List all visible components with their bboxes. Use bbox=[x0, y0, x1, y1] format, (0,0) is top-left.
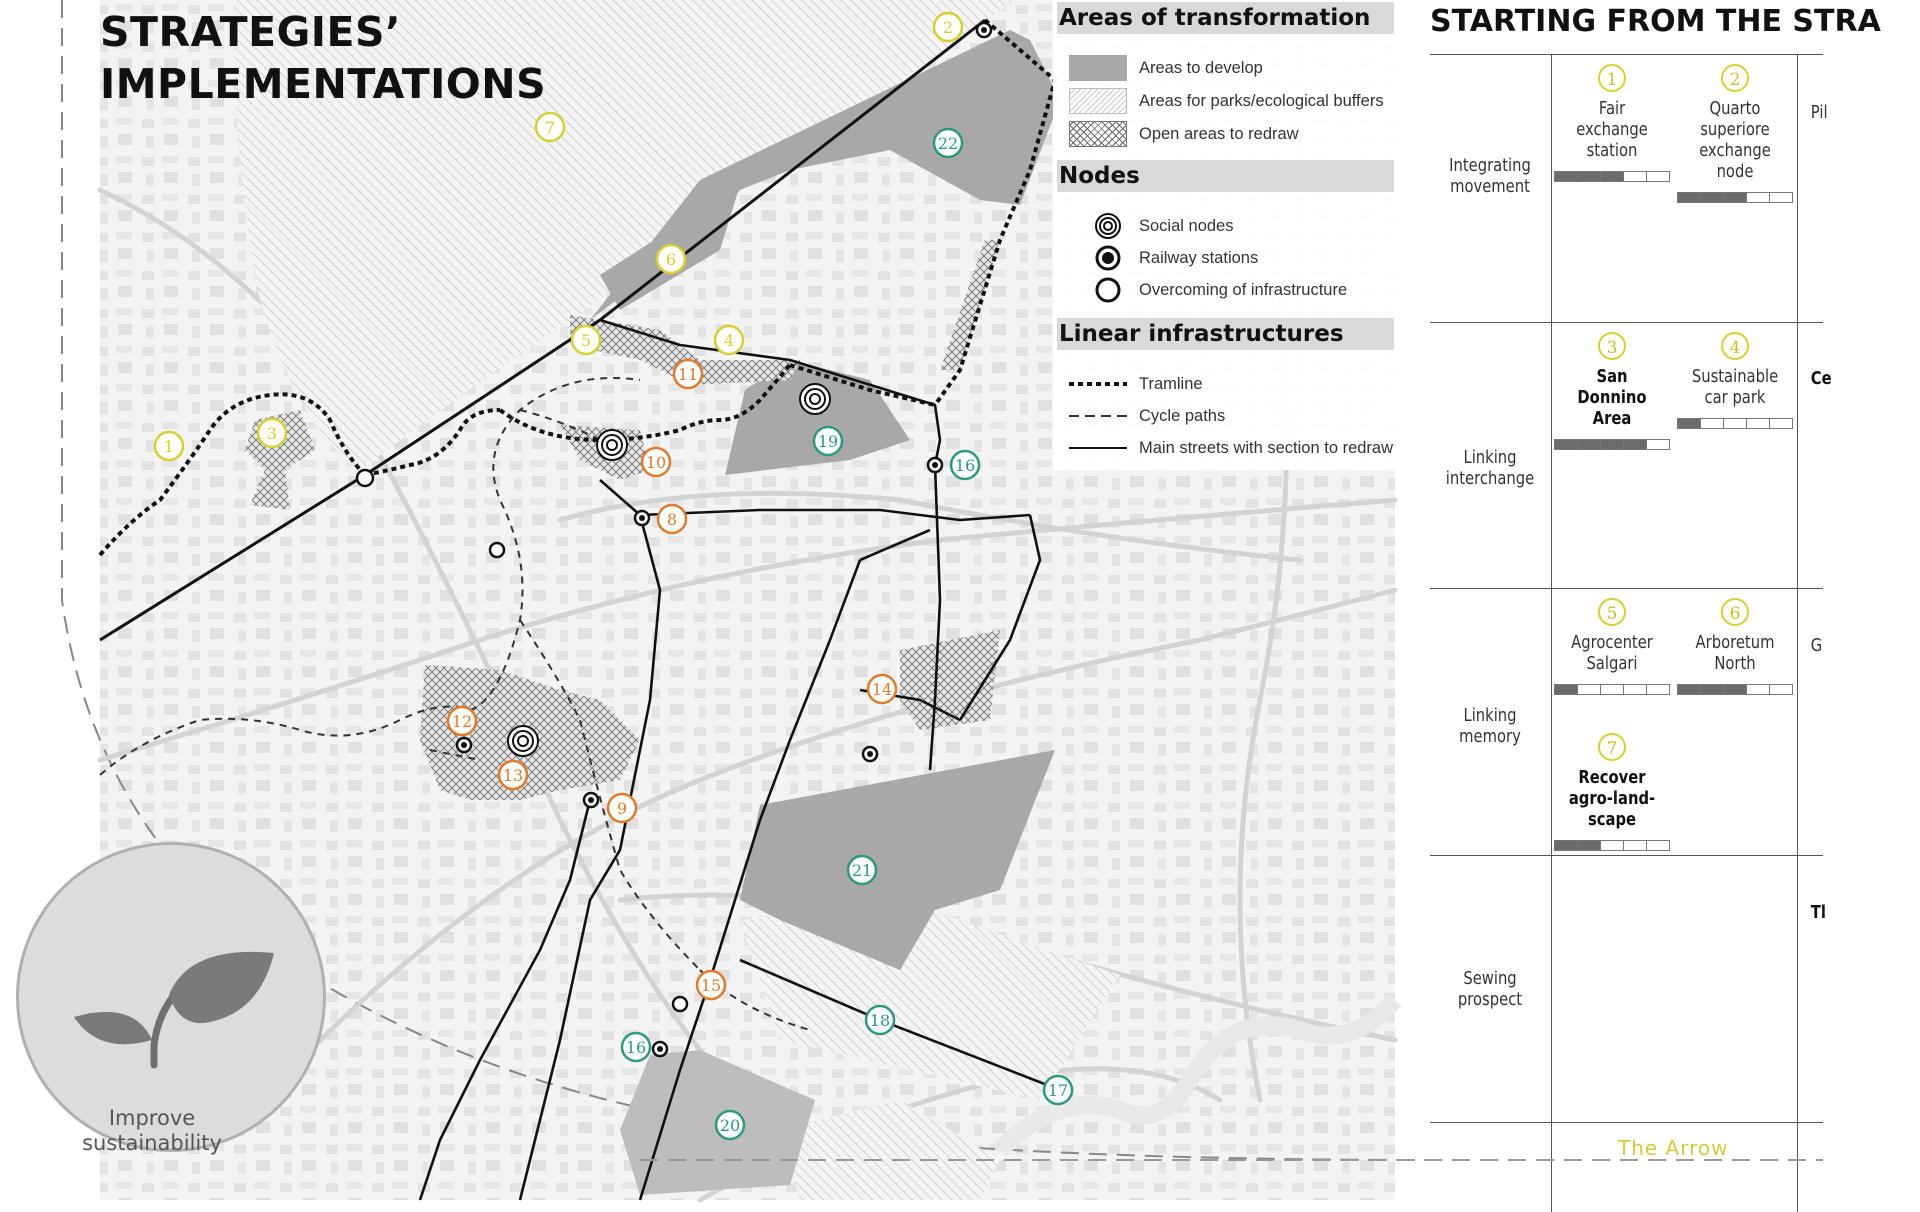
map-marker-4 bbox=[715, 326, 743, 354]
map-marker-8 bbox=[658, 505, 686, 533]
map-marker-2 bbox=[934, 13, 962, 41]
marker-number: 4 bbox=[723, 331, 735, 350]
strategy-rating-meter bbox=[1554, 840, 1670, 851]
legend-item-railway bbox=[1069, 242, 1258, 274]
meter-segment bbox=[1701, 193, 1724, 202]
panel-title: STARTING FROM THE STRA bbox=[1430, 4, 1881, 39]
legend-label: Overcoming of infrastructure bbox=[1139, 280, 1348, 299]
marker-number: 16 bbox=[954, 456, 976, 475]
strategy-number-badge: 5 bbox=[1598, 598, 1626, 626]
strategy-name: Agrocenter Salgari bbox=[1571, 632, 1653, 674]
strategy-name: Fair exchange station bbox=[1576, 98, 1648, 161]
meter-segment bbox=[1747, 685, 1770, 694]
strategy-table-panel bbox=[1430, 0, 1881, 1212]
marker-number: 22 bbox=[937, 134, 959, 153]
map-marker-16 bbox=[951, 451, 979, 479]
meter-segment bbox=[1770, 685, 1792, 694]
strategy-rating-meter bbox=[1677, 418, 1793, 429]
marker-number: 9 bbox=[616, 799, 628, 818]
swatch-open bbox=[1069, 121, 1127, 147]
meter-segment bbox=[1624, 172, 1647, 181]
meter-segment bbox=[1624, 685, 1647, 694]
sprout-icon bbox=[19, 845, 323, 1149]
meter-segment bbox=[1724, 419, 1747, 428]
legend-label: Areas for parks/ecological buffers bbox=[1139, 91, 1384, 110]
meter-segment bbox=[1770, 193, 1792, 202]
meter-segment bbox=[1701, 685, 1724, 694]
map-marker-1 bbox=[155, 432, 183, 460]
meter-segment bbox=[1555, 685, 1578, 694]
title-line-1: STRATEGIES’ bbox=[100, 8, 402, 56]
marker-number: 7 bbox=[544, 118, 556, 137]
legend-label: Areas to develop bbox=[1139, 58, 1263, 77]
legend-label: Cycle paths bbox=[1139, 406, 1226, 425]
edge-fragment-cell bbox=[1800, 635, 1920, 656]
edge-fragment-cell bbox=[1800, 368, 1920, 389]
table-divider bbox=[1430, 322, 1823, 323]
map-marker-20 bbox=[716, 1111, 744, 1139]
table-divider bbox=[1430, 1122, 1823, 1123]
strategy-cell-4 bbox=[1675, 332, 1795, 429]
strategy-cell-7 bbox=[1552, 733, 1672, 851]
meter-segment bbox=[1724, 685, 1747, 694]
legend-heading-linear: Linear infrastructures bbox=[1057, 318, 1394, 350]
improve-sustainability-label bbox=[0, 1106, 304, 1156]
marker-number: 13 bbox=[502, 766, 524, 785]
meter-segment bbox=[1601, 685, 1624, 694]
marker-number: 8 bbox=[666, 510, 678, 529]
marker-number: 2 bbox=[942, 18, 954, 37]
marker-number: 6 bbox=[665, 250, 677, 269]
strategy-number-badge: 1 bbox=[1598, 64, 1626, 92]
meter-segment bbox=[1578, 685, 1601, 694]
marker-number: 10 bbox=[645, 453, 667, 472]
meter-segment bbox=[1747, 419, 1770, 428]
marker-number: 15 bbox=[700, 976, 722, 995]
improve-line-1: Improve bbox=[108, 1106, 196, 1130]
overcoming-node-icon bbox=[1069, 277, 1127, 303]
map-marker-6 bbox=[657, 245, 685, 273]
table-divider bbox=[1430, 588, 1823, 589]
strategy-number-badge: 7 bbox=[1598, 733, 1626, 761]
marker-number: 14 bbox=[871, 680, 893, 699]
strategy-name: San Donnino Area bbox=[1577, 366, 1647, 429]
strategy-number-badge: 3 bbox=[1598, 332, 1626, 360]
strategy-name: Recover agro-land-scape bbox=[1568, 767, 1656, 830]
marker-number: 5 bbox=[580, 331, 592, 350]
map-marker-15 bbox=[697, 971, 725, 999]
strategy-name: Sustainable car park bbox=[1691, 366, 1779, 408]
edge-fragment-cell bbox=[1800, 902, 1920, 923]
meter-segment bbox=[1624, 841, 1647, 850]
main-street-line-icon bbox=[1069, 435, 1127, 461]
meter-segment bbox=[1770, 419, 1792, 428]
strategy-name: Arboretum North bbox=[1695, 632, 1775, 674]
map-marker-13 bbox=[499, 761, 527, 789]
map-marker-18 bbox=[866, 1006, 894, 1034]
edge-fragment-text: Tl bbox=[1810, 902, 1826, 923]
marker-number: 11 bbox=[677, 365, 699, 384]
map-marker-21 bbox=[848, 856, 876, 884]
legend-item-overcoming bbox=[1069, 274, 1347, 306]
row-label-sewing-prospect: Sewing prospect bbox=[1457, 968, 1523, 1010]
row-label-integrating-movement: Integrating movement bbox=[1449, 155, 1531, 197]
map-marker-14 bbox=[868, 675, 896, 703]
map-marker-9 bbox=[608, 794, 636, 822]
social-node-icon bbox=[1069, 213, 1127, 239]
meter-segment bbox=[1555, 172, 1578, 181]
tramline-line-icon bbox=[1069, 371, 1127, 397]
map-marker-3 bbox=[258, 419, 286, 447]
legend-item-social bbox=[1069, 210, 1233, 242]
meter-segment bbox=[1624, 440, 1647, 449]
strategy-cell-2 bbox=[1675, 64, 1795, 203]
cycle-path-line-icon bbox=[1069, 403, 1127, 429]
meter-segment bbox=[1555, 440, 1578, 449]
legend-item-open bbox=[1069, 118, 1299, 150]
meter-segment bbox=[1701, 419, 1724, 428]
meter-segment bbox=[1647, 440, 1669, 449]
legend-item-cycle bbox=[1069, 400, 1225, 432]
legend-heading-areas: Areas of transformation bbox=[1057, 2, 1394, 34]
strategy-cell-5 bbox=[1552, 598, 1672, 695]
meter-segment bbox=[1678, 685, 1701, 694]
legend-item-parks bbox=[1069, 85, 1384, 117]
edge-fragment-text: G bbox=[1810, 635, 1823, 656]
legend-label: Railway stations bbox=[1139, 248, 1259, 267]
improve-line-2: sustainability bbox=[82, 1131, 222, 1155]
meter-segment bbox=[1601, 172, 1624, 181]
meter-segment bbox=[1647, 685, 1669, 694]
strategy-number-badge: 2 bbox=[1721, 64, 1749, 92]
arrow-label: The Arrow bbox=[1618, 1136, 1729, 1160]
meter-segment bbox=[1647, 172, 1669, 181]
strategy-name: Quarto superiore exchange node bbox=[1699, 98, 1771, 182]
meter-segment bbox=[1747, 193, 1770, 202]
page-title bbox=[100, 6, 546, 110]
map-marker-16 bbox=[622, 1033, 650, 1061]
marker-number: 19 bbox=[817, 432, 839, 451]
legend-label: Tramline bbox=[1139, 374, 1203, 393]
strategy-cell-3 bbox=[1552, 332, 1672, 450]
legend-label: Open areas to redraw bbox=[1139, 124, 1299, 143]
map-marker-19 bbox=[814, 427, 842, 455]
marker-number: 3 bbox=[266, 424, 278, 443]
meter-segment bbox=[1678, 193, 1701, 202]
meter-segment bbox=[1578, 172, 1601, 181]
meter-segment bbox=[1578, 440, 1601, 449]
map-marker-5 bbox=[572, 326, 600, 354]
legend-item-develop bbox=[1069, 52, 1263, 84]
meter-segment bbox=[1647, 841, 1669, 850]
map-marker-12 bbox=[448, 707, 476, 735]
table-divider bbox=[1430, 54, 1823, 55]
strategy-rating-meter bbox=[1554, 439, 1670, 450]
map-marker-7 bbox=[536, 113, 564, 141]
row-label-linking-memory: Linking memory bbox=[1459, 705, 1521, 747]
map-marker-10 bbox=[642, 448, 670, 476]
map-marker-11 bbox=[674, 360, 702, 388]
strategy-rating-meter bbox=[1554, 171, 1670, 182]
legend-label: Main streets with section to redraw bbox=[1139, 438, 1394, 457]
marker-number: 17 bbox=[1047, 1081, 1069, 1100]
legend-item-streets bbox=[1069, 432, 1393, 464]
marker-number: 20 bbox=[719, 1116, 741, 1135]
marker-number: 21 bbox=[851, 861, 873, 880]
edge-fragment-text: Pil bbox=[1810, 102, 1828, 123]
marker-number: 16 bbox=[625, 1038, 647, 1057]
legend-item-tramline bbox=[1069, 368, 1203, 400]
legend-heading-nodes: Nodes bbox=[1057, 160, 1394, 192]
meter-segment bbox=[1578, 841, 1601, 850]
meter-segment bbox=[1601, 440, 1624, 449]
legend-label: Social nodes bbox=[1139, 216, 1234, 235]
swatch-parks bbox=[1069, 88, 1127, 114]
meter-segment bbox=[1601, 841, 1624, 850]
marker-number: 1 bbox=[163, 437, 175, 456]
meter-segment bbox=[1678, 419, 1701, 428]
strategy-rating-meter bbox=[1677, 684, 1793, 695]
marker-number: 18 bbox=[869, 1011, 891, 1030]
strategy-number-badge: 6 bbox=[1721, 598, 1749, 626]
title-line-2: IMPLEMENTATIONS bbox=[100, 60, 547, 108]
swatch-develop bbox=[1069, 55, 1127, 81]
strategy-rating-meter bbox=[1554, 684, 1670, 695]
meter-segment bbox=[1555, 841, 1578, 850]
edge-fragment-cell bbox=[1800, 102, 1920, 123]
meter-segment bbox=[1724, 193, 1747, 202]
strategy-cell-6 bbox=[1675, 598, 1795, 695]
strategy-number-badge: 4 bbox=[1721, 332, 1749, 360]
map-marker-22 bbox=[934, 129, 962, 157]
edge-fragment-text: Ce bbox=[1810, 368, 1832, 389]
strategy-rating-meter bbox=[1677, 192, 1793, 203]
table-column-divider bbox=[1797, 54, 1798, 1212]
table-divider bbox=[1430, 855, 1823, 856]
map-marker-17 bbox=[1044, 1076, 1072, 1104]
marker-number: 12 bbox=[451, 712, 473, 731]
strategy-cell-1 bbox=[1552, 64, 1672, 182]
row-label-linking-interchange: Linking interchange bbox=[1445, 447, 1535, 489]
railway-station-icon bbox=[1069, 245, 1127, 271]
